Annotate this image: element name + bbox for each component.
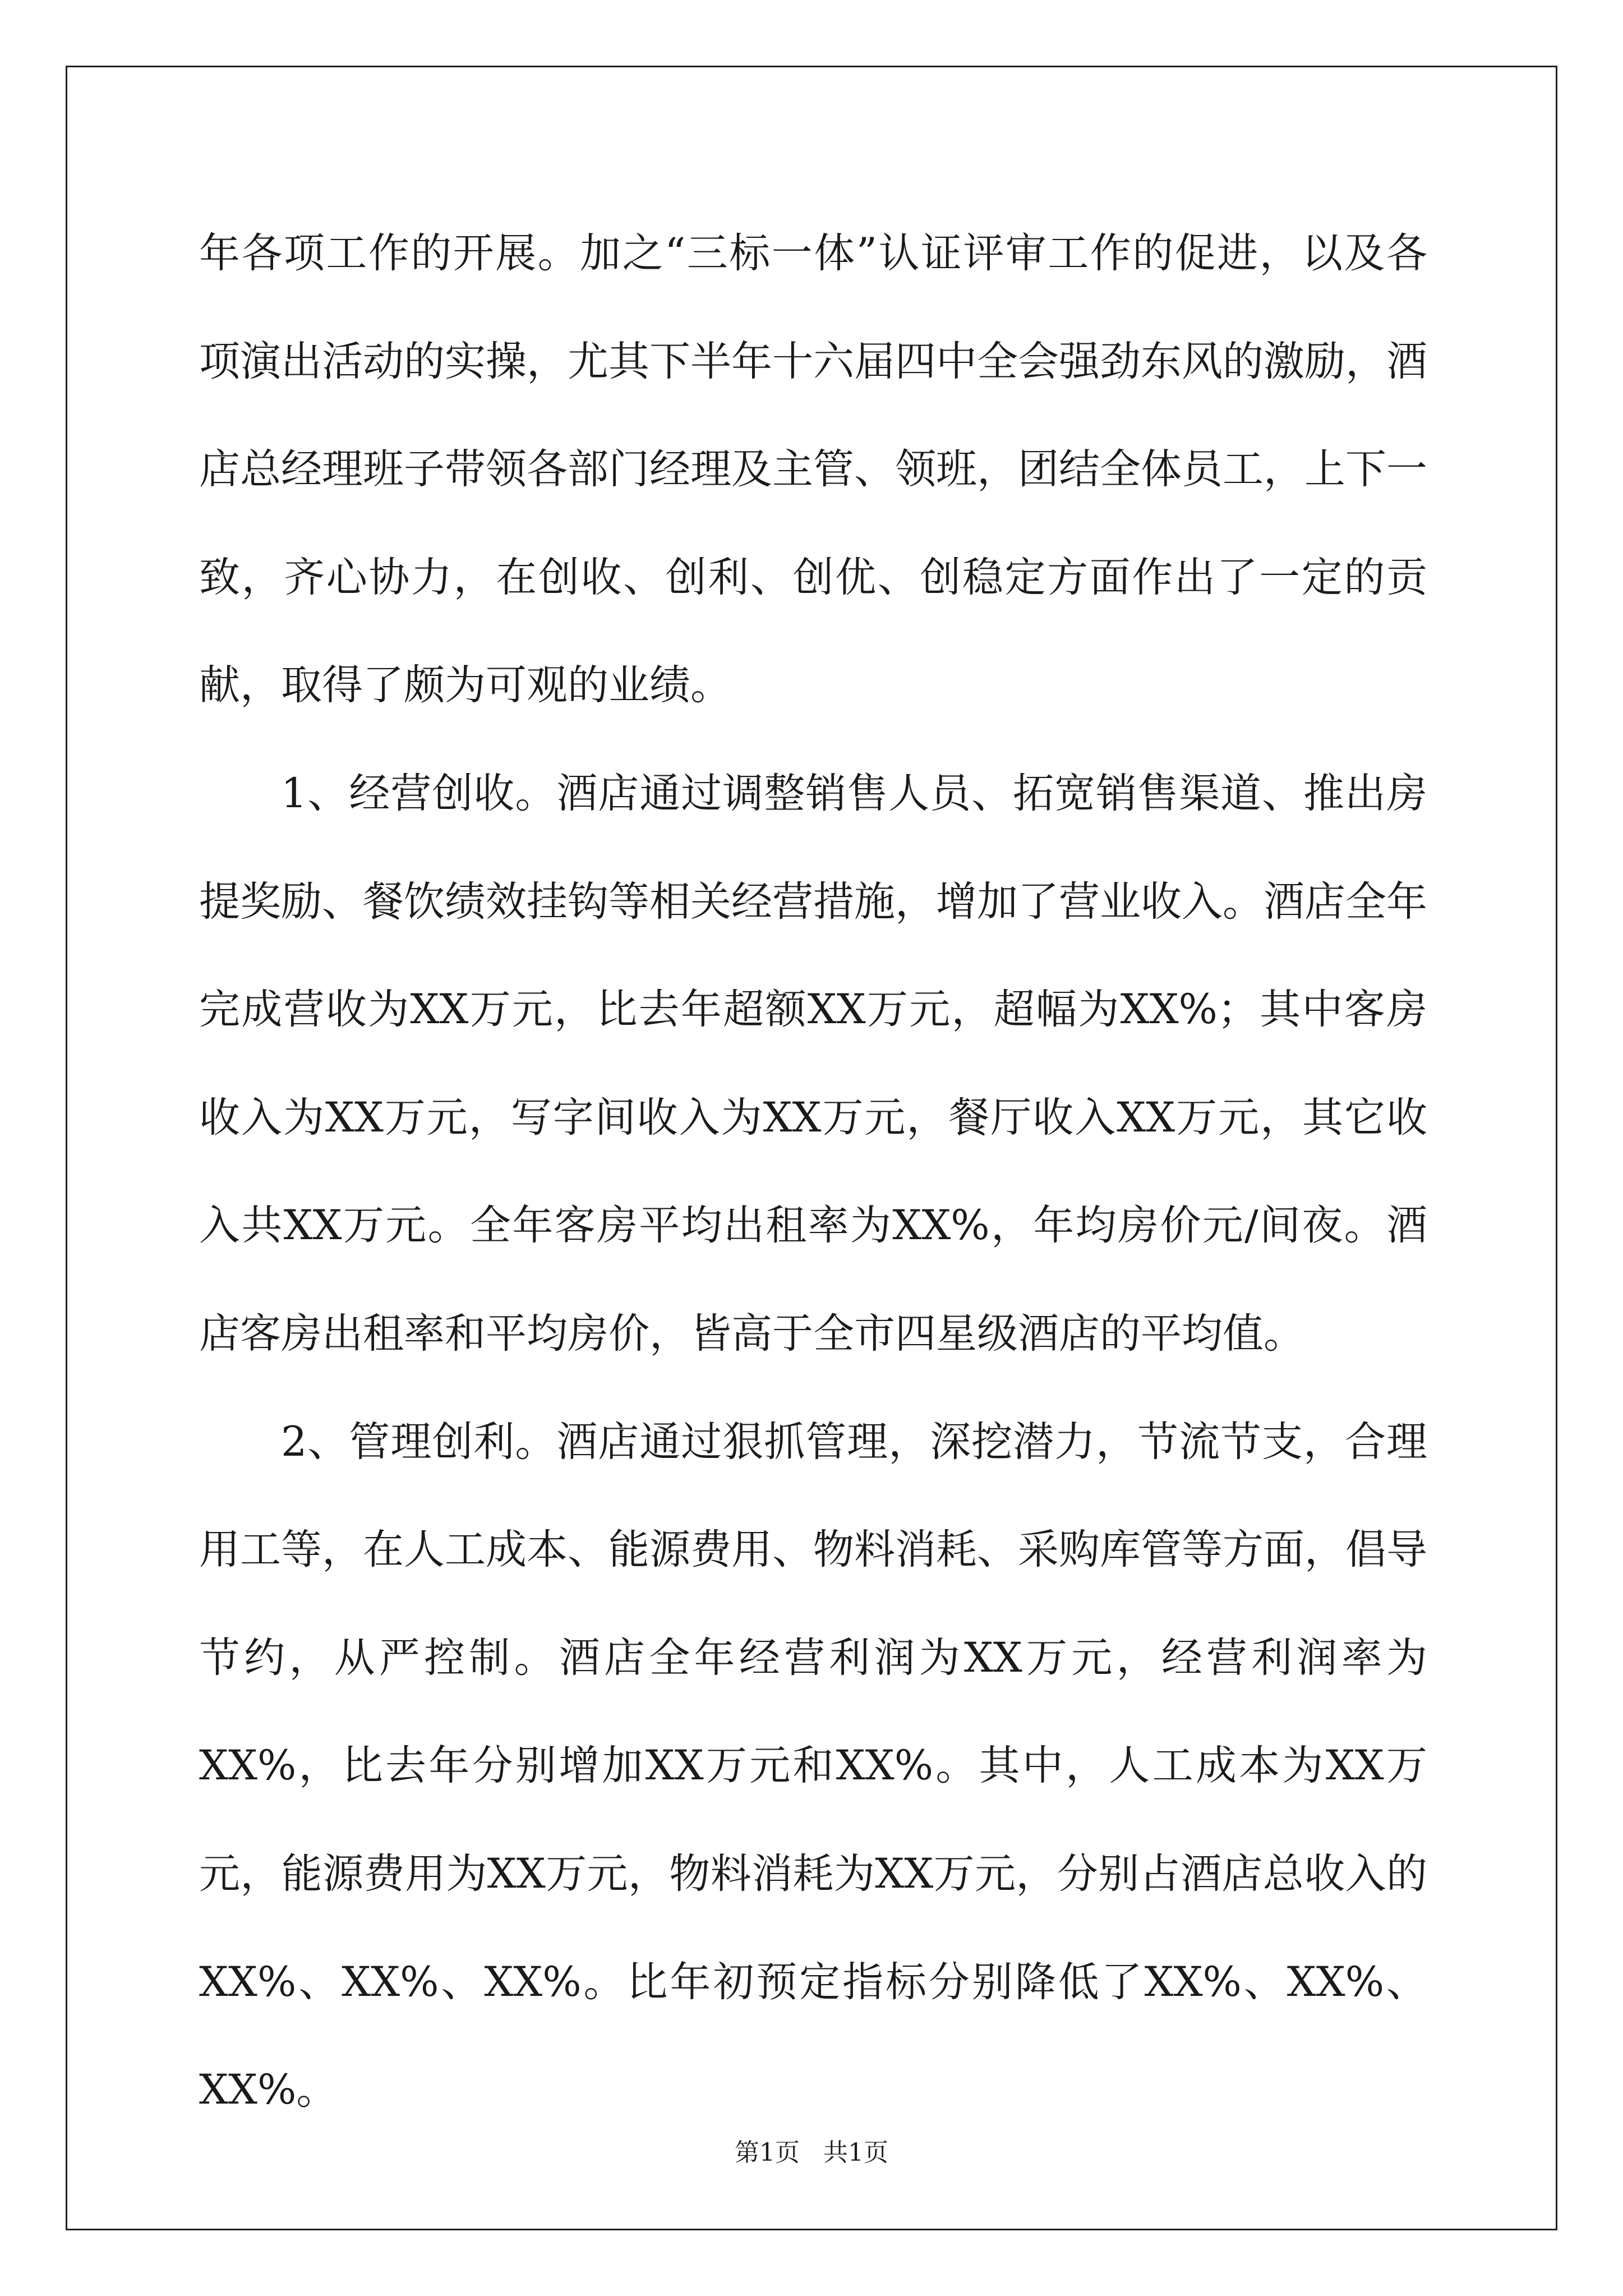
page-total: 共1页 [823, 2138, 888, 2167]
paragraph-operating-revenue: 1、经营创收。酒店通过调整销售人员、拓宽销售渠道、推出房提奖励、餐饮绩效挂钩等相关经营措施，增加了营业收入。酒店全年完成营收为XX万元，比去年超额XX万元，超幅为XX%；其中客房收入为XX万元，写字间收入为XX万元，餐厅收入XX万元，其它收入共XX万元。全年客房平均出租率为XX%，年均房价元/间夜。酒店客房出租率和平均房价，皆高于全市四星级酒店的平均值。 [199, 769, 1427, 1358]
page-number: 第1页 [735, 2138, 800, 2167]
paragraph-intro: 年各项工作的开展。加之“三标一体”认证评审工作的促进，以及各项演出活动的实操，尤其下半年十六届四中全会强劲东风的激励，酒店总经理班子带领各部门经理及主管、领班，团结全体员工，上下一致，齐心协力，在创收、创利、创优、创稳定方面作出了一定的贡献，取得了颇为可观的业绩。 [199, 229, 1427, 710]
paragraph-management-profit: 2、管理创利。酒店通过狠抓管理，深挖潜力，节流节支，合理用工等，在人工成本、能源费用、物料消耗、采购库管等方面，倡导节约，从严控制。酒店全年经营利润为XX万元，经营利润率为XX%，比去年分别增加XX万元和XX%。其中，人工成本为XX万元，能源费用为XX万元，物料消耗为XX万元，分别占酒店总收入的XX%、XX%、XX%。比年初预定指标分别降低了XX%、XX%、XX%。 [199, 1418, 1427, 2114]
document-body [199, 200, 1427, 2145]
page-footer [0, 2136, 1623, 2170]
